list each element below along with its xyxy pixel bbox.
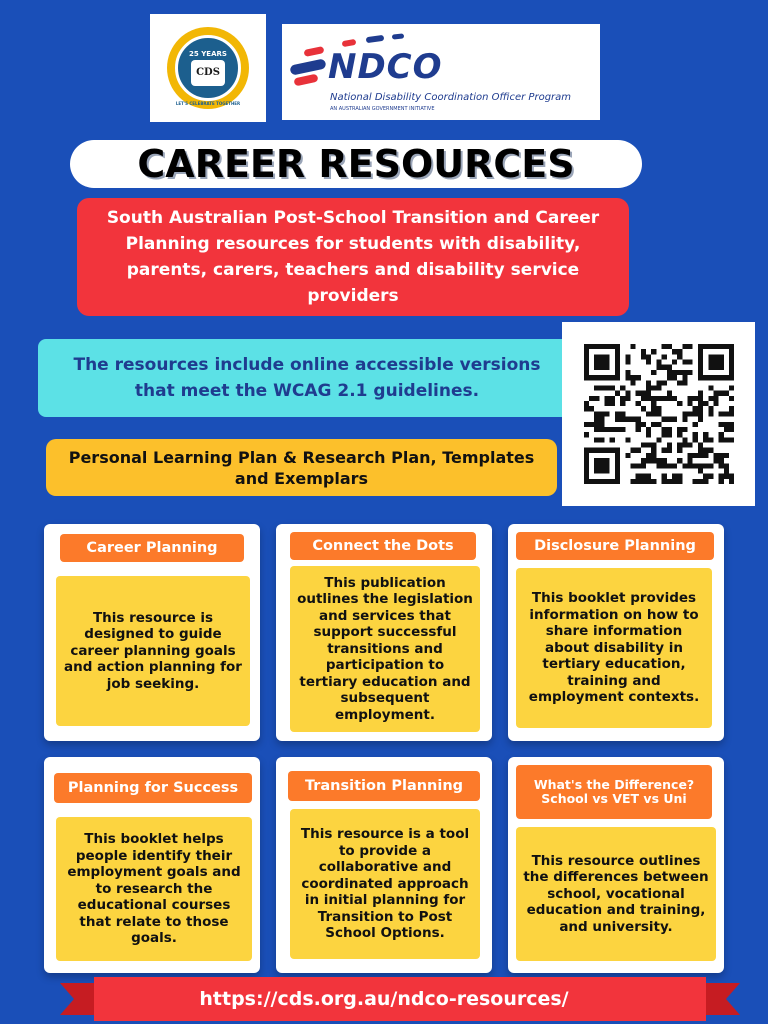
card-label: Disclosure Planning: [516, 532, 714, 560]
card-label: Transition Planning: [288, 771, 480, 801]
cds-years: 25 YEARS: [189, 49, 227, 58]
cds-text: CDS: [196, 67, 220, 78]
ndco-dash-icon: [342, 39, 357, 47]
cds-badge: [167, 27, 249, 109]
accessibility-banner: [38, 339, 576, 417]
qr-code-icon: [583, 344, 735, 484]
plans-banner[interactable]: [46, 439, 557, 496]
title-pill: [70, 140, 642, 188]
ndco-tagline: AN AUSTRALIAN GOVERNMENT INITIATIVE: [330, 106, 435, 112]
ndco-logo: [282, 24, 600, 120]
ndco-dash-icon: [293, 74, 318, 87]
page-title: CAREER RESOURCES: [137, 142, 575, 186]
card-body: This booklet helps people identify their employment goals and to research the educational courses that relate to those goals.: [56, 817, 252, 961]
ndco-subtitle: National Disability Coordination Officer Program: [330, 92, 572, 103]
card-planning-for-success[interactable]: [44, 757, 260, 973]
card-connect-the-dots[interactable]: [276, 524, 492, 741]
card-label: Career Planning: [60, 534, 244, 562]
card-career-planning[interactable]: [44, 524, 260, 741]
accessibility-text: The resources include online accessible versions that meet the WCAG 2.1 guidelines.: [73, 355, 541, 401]
card-whats-the-difference[interactable]: [508, 757, 724, 973]
card-label: What's the Difference? School vs VET vs Uni: [516, 765, 712, 819]
resources-link[interactable]: https://cds.org.au/ndco-resources/: [199, 988, 569, 1010]
card-body: This booklet provides information on how to share information about disability in tertiary education, training and employment contexts.: [516, 568, 712, 728]
card-transition-planning[interactable]: [276, 757, 492, 973]
card-disclosure-planning[interactable]: [508, 524, 724, 741]
qr-code[interactable]: [562, 322, 755, 506]
card-label: Planning for Success: [54, 773, 252, 803]
card-body: This publication outlines the legislation and services that support successful transitions and participation to tertiary education and subsequent employment.: [290, 566, 480, 732]
ndco-dash-icon: [303, 46, 324, 57]
card-label: Connect the Dots: [290, 532, 476, 560]
intro-banner: [77, 198, 629, 316]
cds-logo: [150, 14, 266, 122]
cds-tagline: LET'S CELEBRATE TOGETHER: [175, 101, 241, 106]
ndco-dash-icon: [392, 33, 404, 39]
card-body: This resource is a tool to provide a collaborative and coordinated approach in initial planning for Transition to Post School Options.: [290, 809, 480, 959]
plans-text: Personal Learning Plan & Research Plan, Templates and Exemplars: [68, 447, 535, 488]
card-body: This resource is designed to guide career planning goals and action planning for job seeking.: [56, 576, 250, 726]
ndco-title: NDCO: [328, 47, 443, 87]
intro-text: South Australian Post-School Transition and Career Planning resources for students with disability, parents, carers, teachers and disability service providers: [106, 208, 600, 306]
card-body: This resource outlines the differences between school, vocational education and training, and university.: [516, 827, 716, 961]
ndco-dash-icon: [366, 35, 385, 43]
ndco-dash-icon: [289, 58, 326, 75]
